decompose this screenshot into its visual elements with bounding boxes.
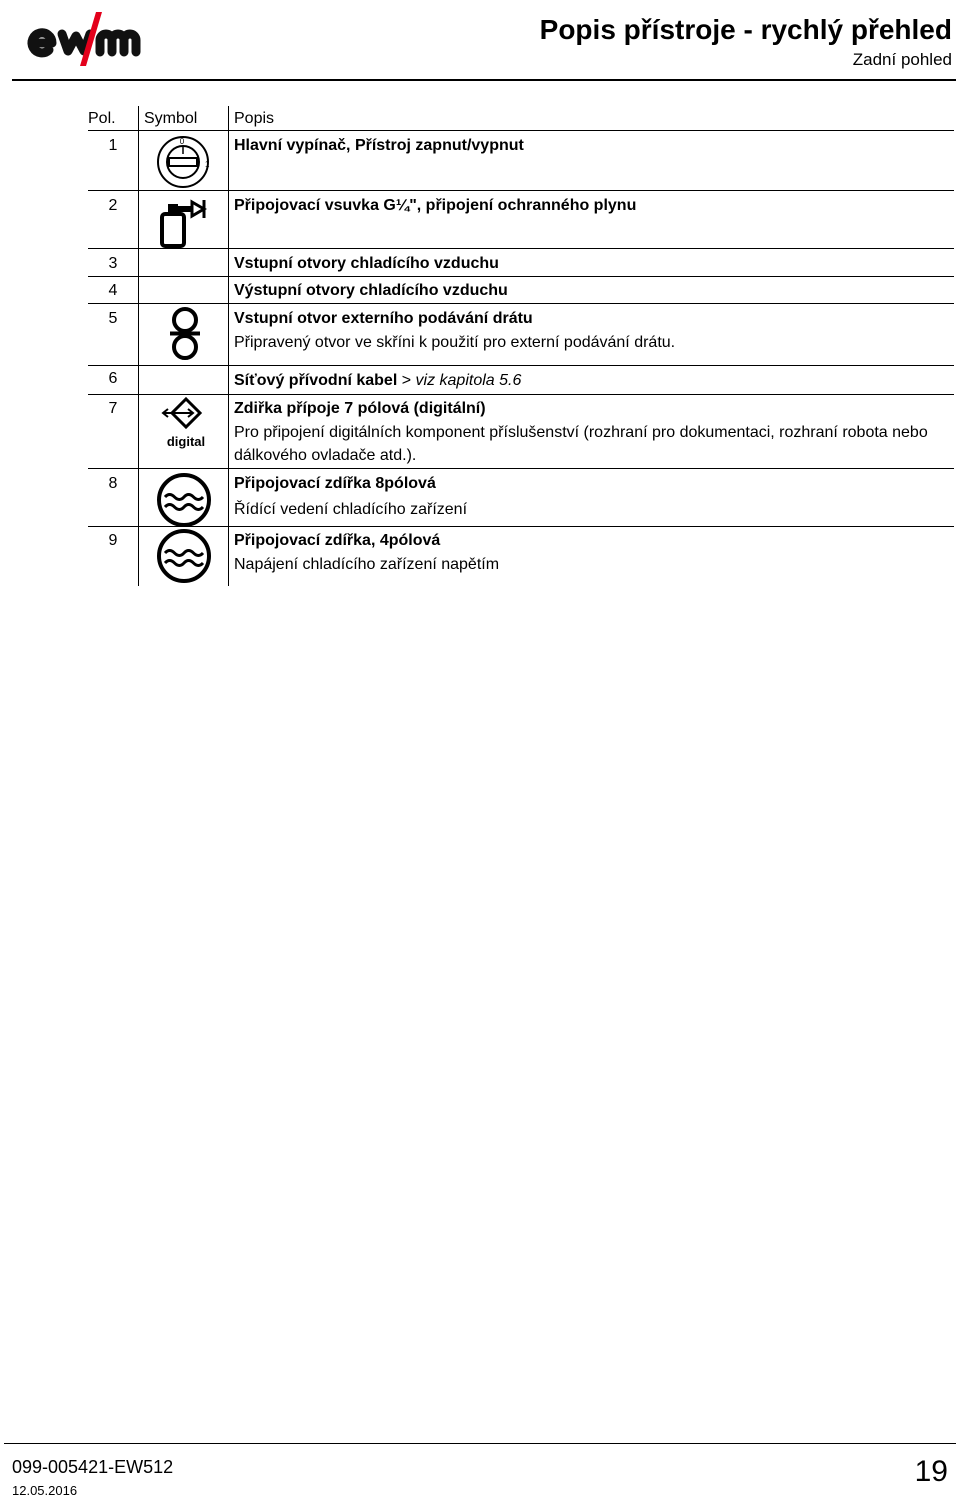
row-5-description: Připravený otvor ve skříni k použití pro externí podávání drátu. (234, 334, 676, 351)
row-8-description: Řídící vedení chladícího zařízení (234, 501, 468, 518)
row-6-content (234, 371, 521, 391)
cooling-unit-icon (156, 528, 212, 584)
link-arrow: > (401, 372, 412, 389)
row-divider (88, 130, 954, 131)
row-divider (88, 468, 954, 469)
row-8-pos: 8 (108, 475, 118, 492)
wire-feed-icon (170, 306, 200, 362)
parts-table (88, 106, 954, 586)
row-6-title: Síťový přívodní kabel (234, 372, 398, 389)
row-9-description: Napájení chladícího zařízení napětím (234, 556, 500, 573)
page-subtitle: Zadní pohled (852, 50, 952, 69)
switch-on-label: 1 (205, 160, 210, 169)
row-4-title: Výstupní otvory chladícího vzduchu (234, 282, 508, 299)
column-header-symbol: Symbol (144, 110, 198, 127)
row-2-title: Připojovací vsuvka G¼", připojení ochranného plynu (234, 197, 637, 214)
chapter-link[interactable]: viz kapitola 5.6 (415, 372, 522, 389)
row-4-pos: 4 (108, 282, 118, 299)
switch-off-label: 0 (179, 137, 185, 146)
row-7-description-cont: dálkového ovladače atd.). (234, 447, 417, 464)
row-3-title: Vstupní otvory chladícího vzduchu (234, 255, 499, 272)
column-header-description: Popis (234, 110, 275, 127)
row-2-pos: 2 (108, 197, 118, 214)
row-6-pos: 6 (108, 370, 118, 387)
row-divider (88, 276, 954, 277)
footer-divider (4, 1443, 956, 1444)
row-1-pos: 1 (108, 137, 118, 154)
row-7-pos: 7 (108, 400, 118, 417)
row-9-title: Připojovací zdířka, 4pólová (234, 532, 441, 549)
row-divider (88, 248, 954, 249)
cooling-unit-icon (156, 472, 212, 528)
row-5-pos: 5 (108, 310, 118, 327)
row-1-title: Hlavní vypínač, Přístroj zapnut/vypnut (234, 137, 524, 154)
row-divider (88, 365, 954, 366)
row-3-pos: 3 (108, 255, 118, 272)
row-8-title: Připojovací zdířka 8pólová (234, 475, 436, 492)
row-9-pos: 9 (108, 532, 118, 549)
row-7-description: Pro připojení digitálních komponent příslušenství (rozhraní pro dokumentaci, rozhraní robota nebo (234, 424, 928, 441)
column-divider (228, 106, 229, 586)
row-divider (88, 190, 954, 191)
row-divider (88, 303, 954, 304)
ewm-logo (22, 6, 168, 70)
digital-interface-icon (158, 397, 214, 453)
page-title: Popis přístroje - rychlý přehled (539, 14, 952, 45)
digital-icon-label: digital (166, 434, 206, 449)
page-number: 19 (914, 1455, 948, 1488)
header-divider (12, 79, 956, 81)
row-7-title: Zdiřka přípoje 7 pólová (digitální) (234, 400, 486, 417)
row-divider (88, 526, 954, 527)
row-5-title: Vstupní otvor externího podávání drátu (234, 310, 533, 327)
column-header-pos: Pol. (88, 110, 116, 127)
column-divider (138, 106, 139, 586)
document-number: 099-005421-EW512 (12, 1457, 174, 1477)
row-divider (88, 394, 954, 395)
gas-cylinder-icon (158, 194, 210, 248)
document-date: 12.05.2016 (12, 1483, 78, 1498)
main-switch-icon (156, 134, 212, 190)
